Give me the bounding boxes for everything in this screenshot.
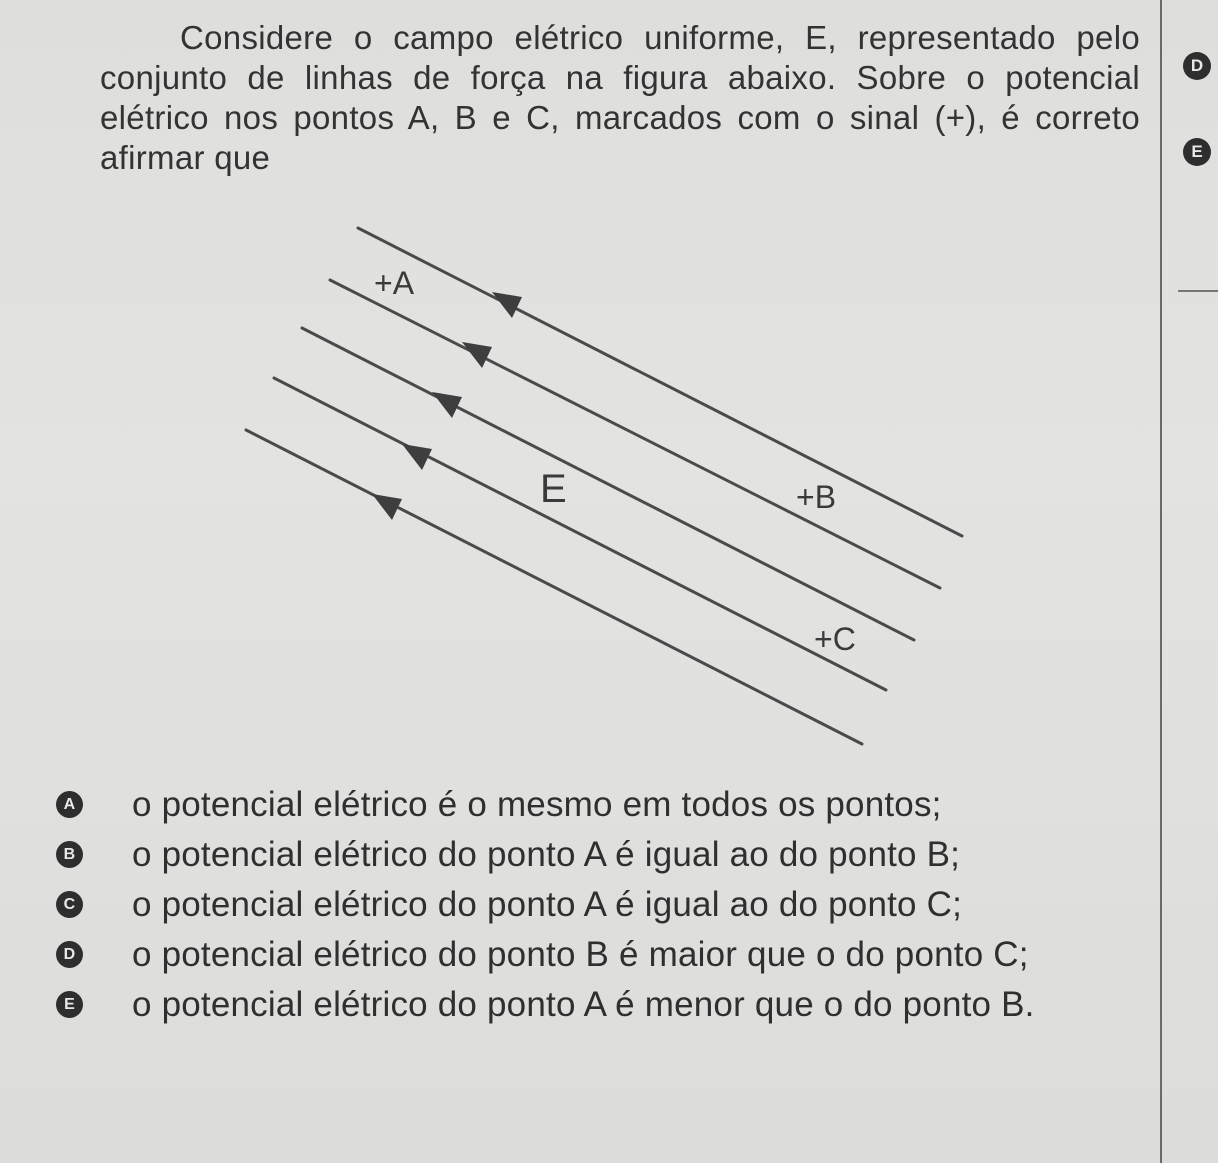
option-a-text: o potencial elétrico é o mesmo em todos os pontos; xyxy=(132,785,942,824)
field-arrow-4 xyxy=(402,444,432,470)
point-b-label: +B xyxy=(796,479,837,515)
option-d-bullet: D xyxy=(56,941,83,968)
side-marker-d: D xyxy=(1183,52,1211,80)
option-e-bullet: E xyxy=(56,991,83,1018)
field-arrow-3 xyxy=(432,392,462,418)
option-b[interactable] xyxy=(52,830,1152,880)
option-b-text: o potencial elétrico do ponto A é igual ao do ponto B; xyxy=(132,835,961,874)
answer-options xyxy=(52,780,1152,1030)
option-a[interactable] xyxy=(52,780,1152,830)
field-arrow-1 xyxy=(492,292,522,318)
field-arrow-5 xyxy=(372,494,402,520)
option-c-text: o potencial elétrico do ponto A é igual ao do ponto C; xyxy=(132,885,963,924)
side-marker-e: E xyxy=(1183,138,1211,166)
field-line-1 xyxy=(358,228,962,536)
question-text: Considere o campo elétrico uniforme, E, representado pelo conjunto de linhas de força na figura abaixo. Sobre o potencial elétrico nos pontos A, B e C, marcados com o sinal (+), é correto afirmar que xyxy=(100,19,1140,176)
option-d-text: o potencial elétrico do ponto B é maior que o do ponto C; xyxy=(132,935,1029,974)
field-line-2 xyxy=(330,280,940,588)
option-e-text: o potencial elétrico do ponto A é menor que o do ponto B. xyxy=(132,985,1035,1024)
option-e[interactable] xyxy=(52,980,1152,1030)
option-a-bullet: A xyxy=(56,791,83,818)
option-c[interactable] xyxy=(52,880,1152,930)
point-c-label: +C xyxy=(814,621,856,657)
option-b-bullet: B xyxy=(56,841,83,868)
field-arrow-2 xyxy=(462,342,492,368)
field-e-label: E xyxy=(540,467,567,511)
point-a-label: +A xyxy=(374,265,415,301)
option-c-bullet: C xyxy=(56,891,83,918)
field-line-4 xyxy=(274,378,886,690)
option-d[interactable] xyxy=(52,930,1152,980)
